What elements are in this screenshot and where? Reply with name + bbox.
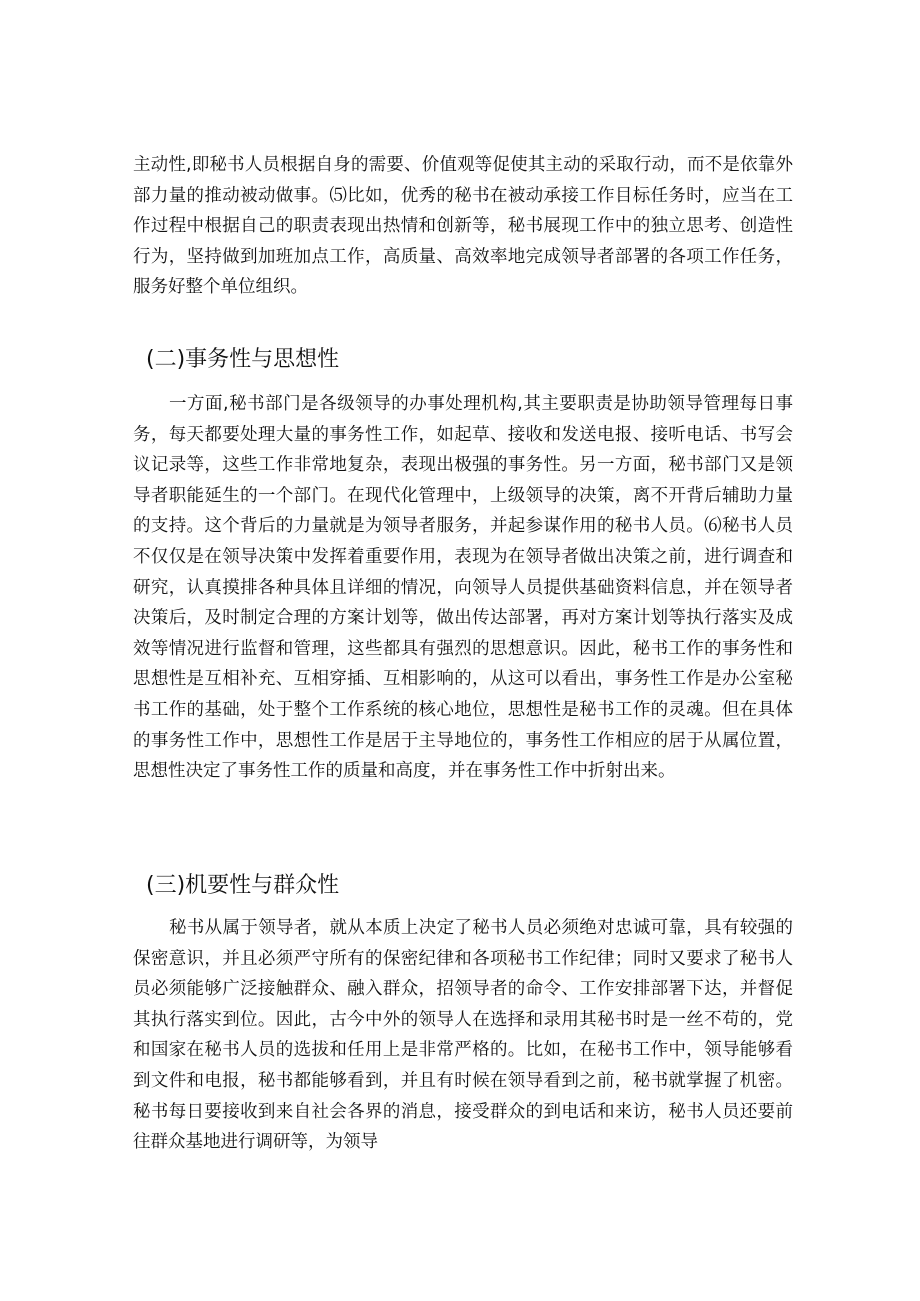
section-heading: (三)机要性与群众性 (146, 873, 340, 898)
section-heading: (二)事务性与思想性 (146, 347, 340, 372)
body-paragraph: 主动性,即秘书人员根据自身的需要、价值观等促使其主动的采取行动，而不是依靠外部力量的推动被动做事。⑸比如，优秀的秘书在被动承接工作目标任务时，应当在工作过程中根据自己的职责表现出热情和创新等，秘书展现工作中的独立思考、创造性行为，坚持做到加班加点工作，高质量、高效率地完成领导者部署的各项工作任务，服务好整个单位组织。 (133, 155, 793, 298)
body-paragraph: 一方面,秘书部门是各级领导的办事处理机构,其主要职责是协助领导管理每日事务，每天都要处理大量的事务性工作，如起草、接收和发送电报、接听电话、书写会议记录等，这些工作非常地复杂，表现出极强的事务性。另一方面，秘书部门又是领导者职能延生的一个部门。在现代化管理中，上级领导的决策，离不开背后辅助力量的支持。这个背后的力量就是为领导者服务，并起参谋作用的秘书人员。⑹秘书人员不仅仅是在领导决策中发挥着重要作用，表现为在领导者做出决策之前，进行调查和研究，认真摸排各种具体且详细的情况，向领导人员提供基础资料信息，并在领导者决策后，及时制定合理的方案计划等，做出传达部署，再对方案计划等执行落实及成效等情况进行监督和管理，这些都具有强烈的思想意识。因此，秘书工作的事务性和思想性是互相补充、互相穿插、互相影响的，从这可以看出，事务性工作是办公室秘书工作的基础，处于整个工作系统的核心地位，思想性是秘书工作的灵魂。但在具体的事务性工作中，思想性工作是居于主导地位的，事务性工作相应的居于从属位置，思想性决定了事务性工作的质量和高度，并在事务性工作中折射出来。 (133, 394, 793, 782)
body-paragraph: 秘书从属于领导者，就从本质上决定了秘书人员必须绝对忠诚可靠，具有较强的保密意识，并且必须严守所有的保密纪律和各项秘书工作纪律；同时又要求了秘书人员必须能够广泛接触群众、融入群众，招领导者的命令、工作安排部署下达，并督促其执行落实到位。因此，古今中外的领导人在选择和录用其秘书时是一丝不苟的，党和国家在秘书人员的选拔和任用上是非常严格的。比如，在秘书工作中，领导能够看到文件和电报，秘书都能够看到，并且有时候在领导看到之前，秘书就掌握了机密。秘书每日要接收到来自社会各界的消息，接受群众的到电话和来访，秘书人员还要前往群众基地进行调研等，为领导 (133, 918, 793, 1153)
